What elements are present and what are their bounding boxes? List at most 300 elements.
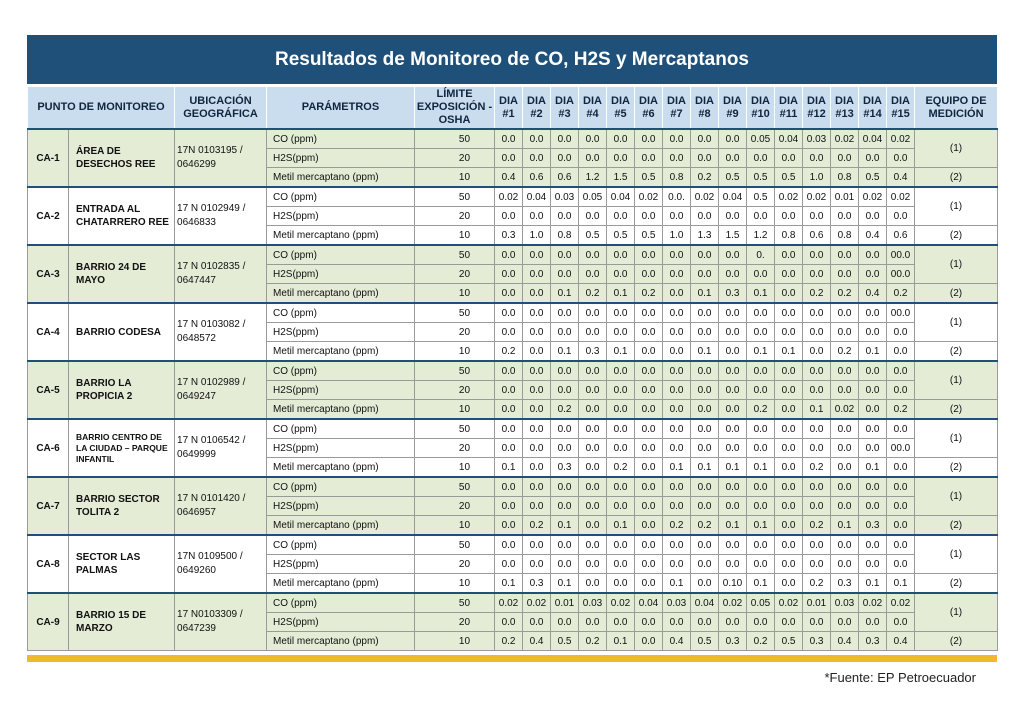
value-cell: 0.02: [495, 593, 523, 613]
value-cell: 0.0: [887, 555, 915, 574]
value-cell: 0.0: [635, 245, 663, 265]
site-name: BARRIO 15 DE MARZO: [69, 593, 175, 651]
value-cell: 0.6: [803, 226, 831, 246]
value-cell: 0.1: [719, 516, 747, 536]
limit-cell: 20: [415, 265, 495, 284]
value-cell: 0.0: [887, 149, 915, 168]
value-cell: 0.0: [635, 458, 663, 478]
value-cell: 0.0: [747, 555, 775, 574]
parameter-cell: CO (ppm): [267, 361, 415, 381]
value-cell: 0.0: [607, 439, 635, 458]
value-cell: 0.0: [831, 303, 859, 323]
value-cell: 0.0: [775, 361, 803, 381]
value-cell: 0.0: [691, 207, 719, 226]
value-cell: 0.0: [775, 149, 803, 168]
value-cell: 0.0: [495, 207, 523, 226]
value-cell: 0.1: [747, 458, 775, 478]
value-cell: 0.3: [719, 284, 747, 304]
value-cell: 0.2: [607, 458, 635, 478]
value-cell: 0.1: [887, 574, 915, 594]
value-cell: 0.0: [495, 555, 523, 574]
value-cell: 0.1: [747, 342, 775, 362]
value-cell: 0.0: [803, 265, 831, 284]
parameter-cell: Metil mercaptano (ppm): [267, 632, 415, 651]
value-cell: 0.0: [859, 555, 887, 574]
value-cell: 0.0: [803, 477, 831, 497]
value-cell: 0.0: [495, 303, 523, 323]
value-cell: 0.0: [775, 458, 803, 478]
value-cell: 0.2: [663, 516, 691, 536]
value-cell: 0.0: [635, 574, 663, 594]
value-cell: 0.02: [859, 593, 887, 613]
limit-cell: 50: [415, 361, 495, 381]
value-cell: 0.0: [607, 613, 635, 632]
value-cell: 0.0: [831, 149, 859, 168]
equipment-cell: (2): [915, 226, 998, 246]
value-cell: 0.0: [635, 632, 663, 651]
value-cell: 0.0: [747, 149, 775, 168]
value-cell: 0.0: [551, 535, 579, 555]
value-cell: 0.0: [691, 497, 719, 516]
value-cell: 0.4: [887, 632, 915, 651]
value-cell: 0.0: [551, 323, 579, 342]
value-cell: 0.0: [803, 149, 831, 168]
value-cell: 0.0: [887, 477, 915, 497]
value-cell: 0.04: [607, 187, 635, 207]
value-cell: 0.5: [635, 168, 663, 188]
value-cell: 0.0: [887, 516, 915, 536]
value-cell: 0.0: [635, 439, 663, 458]
value-cell: 0.0: [663, 361, 691, 381]
header-dia: DIA #2: [523, 87, 551, 130]
value-cell: 0.0: [607, 245, 635, 265]
parameter-cell: H2S(ppm): [267, 497, 415, 516]
value-cell: 0.03: [831, 593, 859, 613]
value-cell: 0.1: [607, 632, 635, 651]
value-cell: 0.1: [495, 574, 523, 594]
value-cell: 0.3: [579, 342, 607, 362]
value-cell: 0.0: [719, 419, 747, 439]
site-location: 17N 0103195 / 0646299: [175, 129, 267, 187]
value-cell: 0.0: [775, 439, 803, 458]
value-cell: 0.0: [719, 613, 747, 632]
value-cell: 0.0: [663, 303, 691, 323]
value-cell: 0.0: [579, 497, 607, 516]
header-dia: DIA #6: [635, 87, 663, 130]
value-cell: 0.0: [859, 207, 887, 226]
value-cell: 0.0: [523, 400, 551, 420]
value-cell: 0.0: [635, 516, 663, 536]
value-cell: 0.0: [663, 477, 691, 497]
value-cell: 0.0: [691, 419, 719, 439]
value-cell: 0.0: [803, 613, 831, 632]
value-cell: 1.0: [523, 226, 551, 246]
value-cell: 0.0: [691, 303, 719, 323]
equipment-cell: (2): [915, 400, 998, 420]
limit-cell: 50: [415, 245, 495, 265]
value-cell: 0.0: [691, 555, 719, 574]
value-cell: 0.0: [523, 613, 551, 632]
value-cell: 0.0: [523, 149, 551, 168]
value-cell: 0.0: [691, 361, 719, 381]
value-cell: 0.0: [719, 149, 747, 168]
value-cell: 0.0: [831, 419, 859, 439]
value-cell: 0.0: [663, 555, 691, 574]
value-cell: 0.02: [775, 187, 803, 207]
value-cell: 0.0: [803, 361, 831, 381]
value-cell: 0.5: [747, 187, 775, 207]
value-cell: 0.5: [775, 168, 803, 188]
value-cell: 0.0: [551, 207, 579, 226]
value-cell: 0.0: [523, 555, 551, 574]
limit-cell: 50: [415, 129, 495, 149]
site-code: CA-8: [28, 535, 69, 593]
site-location: 17 N 0101420 / 0646957: [175, 477, 267, 535]
value-cell: 0.1: [859, 342, 887, 362]
value-cell: 0.0: [635, 265, 663, 284]
table-row: [28, 187, 998, 207]
value-cell: 1.0: [803, 168, 831, 188]
value-cell: 0.0: [579, 323, 607, 342]
value-cell: 0.0: [607, 574, 635, 594]
value-cell: 0.4: [663, 632, 691, 651]
value-cell: 00.0: [887, 265, 915, 284]
value-cell: 0.0: [775, 535, 803, 555]
parameter-cell: Metil mercaptano (ppm): [267, 574, 415, 594]
value-cell: 0.0: [719, 303, 747, 323]
value-cell: 0.3: [859, 516, 887, 536]
value-cell: 0.0: [691, 129, 719, 149]
equipment-cell: (1): [915, 245, 998, 284]
value-cell: 0.1: [663, 574, 691, 594]
value-cell: 0.0: [635, 149, 663, 168]
header-dia: DIA #7: [663, 87, 691, 130]
value-cell: 0.1: [691, 458, 719, 478]
limit-cell: 10: [415, 342, 495, 362]
value-cell: 0.0: [523, 419, 551, 439]
value-cell: 0.0: [831, 361, 859, 381]
value-cell: 0.0: [719, 535, 747, 555]
header-dia: DIA #12: [803, 87, 831, 130]
value-cell: 0.0: [635, 207, 663, 226]
value-cell: 0.0: [551, 439, 579, 458]
value-cell: 0.0: [579, 149, 607, 168]
value-cell: 0.02: [495, 187, 523, 207]
results-table-container: [27, 86, 997, 651]
limit-cell: 10: [415, 516, 495, 536]
header-parametros: PARÁMETROS: [267, 87, 415, 130]
header-limite: LÍMITE EXPOSICIÓN - OSHA: [415, 87, 495, 130]
value-cell: 0.0: [831, 245, 859, 265]
value-cell: 0.2: [635, 284, 663, 304]
value-cell: 0.0: [635, 129, 663, 149]
value-cell: 0.0: [635, 555, 663, 574]
limit-cell: 50: [415, 419, 495, 439]
value-cell: 0.0: [663, 342, 691, 362]
value-cell: 0.0: [523, 342, 551, 362]
value-cell: 0.0: [691, 439, 719, 458]
limit-cell: 50: [415, 303, 495, 323]
value-cell: 0.0: [607, 149, 635, 168]
value-cell: 0.0: [551, 303, 579, 323]
limit-cell: 10: [415, 284, 495, 304]
equipment-cell: (1): [915, 303, 998, 342]
equipment-cell: (1): [915, 129, 998, 168]
value-cell: 0.5: [775, 632, 803, 651]
site-location: 17N 0109500 / 0649260: [175, 535, 267, 593]
value-cell: 0.03: [663, 593, 691, 613]
value-cell: 0.0: [831, 439, 859, 458]
value-cell: 0.0: [859, 381, 887, 400]
value-cell: 0.04: [859, 129, 887, 149]
value-cell: 0.0: [551, 477, 579, 497]
value-cell: 0.0: [607, 361, 635, 381]
value-cell: 0.0: [579, 129, 607, 149]
value-cell: 0.0: [859, 477, 887, 497]
value-cell: 1.2: [579, 168, 607, 188]
value-cell: 0.0: [775, 400, 803, 420]
value-cell: 0.0: [719, 323, 747, 342]
value-cell: 0.0: [579, 535, 607, 555]
value-cell: 0.02: [887, 187, 915, 207]
header-dia: DIA #14: [859, 87, 887, 130]
value-cell: 0.0: [635, 477, 663, 497]
site-code: CA-6: [28, 419, 69, 477]
value-cell: 0.0: [803, 555, 831, 574]
parameter-cell: CO (ppm): [267, 129, 415, 149]
equipment-cell: (2): [915, 632, 998, 651]
value-cell: 0.0: [495, 613, 523, 632]
value-cell: 0.0: [803, 207, 831, 226]
value-cell: 0.0: [747, 613, 775, 632]
value-cell: 0.0: [775, 323, 803, 342]
value-cell: 0.0: [523, 323, 551, 342]
value-cell: 0.0: [803, 535, 831, 555]
value-cell: 0.0: [831, 477, 859, 497]
value-cell: 0.02: [803, 187, 831, 207]
table-row: [28, 303, 998, 323]
value-cell: 0.0: [523, 458, 551, 478]
value-cell: 0.0: [719, 265, 747, 284]
parameter-cell: CO (ppm): [267, 535, 415, 555]
value-cell: 0.0: [495, 381, 523, 400]
limit-cell: 20: [415, 613, 495, 632]
value-cell: 0.0: [551, 129, 579, 149]
site-location: 17 N0103309 / 0647239: [175, 593, 267, 651]
header-punto: PUNTO DE MONITOREO: [28, 87, 175, 130]
value-cell: 0.3: [719, 632, 747, 651]
value-cell: 0.1: [607, 342, 635, 362]
value-cell: 0.02: [523, 593, 551, 613]
value-cell: 0.0: [887, 381, 915, 400]
equipment-cell: (2): [915, 458, 998, 478]
value-cell: 0.0: [831, 613, 859, 632]
value-cell: 0.0: [551, 361, 579, 381]
value-cell: 0.1: [719, 458, 747, 478]
value-cell: 0.2: [579, 284, 607, 304]
value-cell: 0.0: [607, 535, 635, 555]
value-cell: 0.0: [495, 245, 523, 265]
value-cell: 0.0: [579, 439, 607, 458]
value-cell: 0.0: [663, 284, 691, 304]
parameter-cell: H2S(ppm): [267, 207, 415, 226]
value-cell: 0.0: [719, 497, 747, 516]
table-row: [28, 593, 998, 613]
equipment-cell: (2): [915, 168, 998, 188]
value-cell: 0.1: [691, 342, 719, 362]
value-cell: 0.0: [523, 477, 551, 497]
value-cell: 0.8: [831, 168, 859, 188]
value-cell: 0.0: [747, 497, 775, 516]
value-cell: 00.0: [887, 303, 915, 323]
value-cell: 0.0: [691, 265, 719, 284]
parameter-cell: H2S(ppm): [267, 613, 415, 632]
value-cell: 0.0: [691, 323, 719, 342]
limit-cell: 50: [415, 535, 495, 555]
value-cell: 0.0: [635, 419, 663, 439]
equipment-cell: (2): [915, 574, 998, 594]
value-cell: 0.8: [551, 226, 579, 246]
value-cell: 0.2: [579, 632, 607, 651]
value-cell: 0.0: [495, 419, 523, 439]
site-code: CA-9: [28, 593, 69, 651]
equipment-cell: (1): [915, 361, 998, 400]
value-cell: 0.0: [803, 303, 831, 323]
value-cell: 0.0: [691, 149, 719, 168]
value-cell: 0.: [747, 245, 775, 265]
value-cell: 0.0: [775, 555, 803, 574]
value-cell: 0.0: [635, 303, 663, 323]
value-cell: 0.0: [859, 303, 887, 323]
value-cell: 0.0: [523, 381, 551, 400]
value-cell: 0.0: [663, 439, 691, 458]
value-cell: 0.1: [551, 284, 579, 304]
value-cell: 0.0: [859, 535, 887, 555]
value-cell: 0.10: [719, 574, 747, 594]
value-cell: 0.0: [775, 381, 803, 400]
value-cell: 0.02: [607, 593, 635, 613]
value-cell: 0.2: [495, 342, 523, 362]
value-cell: 0.0: [803, 497, 831, 516]
value-cell: 1.0: [663, 226, 691, 246]
value-cell: 0.0: [607, 381, 635, 400]
value-cell: 0.0: [859, 361, 887, 381]
value-cell: 0.2: [887, 284, 915, 304]
value-cell: 0.0: [579, 245, 607, 265]
limit-cell: 50: [415, 187, 495, 207]
value-cell: 0.0: [747, 381, 775, 400]
value-cell: 0.01: [803, 593, 831, 613]
value-cell: 0.04: [775, 129, 803, 149]
table-body: [28, 129, 998, 651]
value-cell: 0.0: [719, 400, 747, 420]
value-cell: 0.0: [887, 497, 915, 516]
header-dia: DIA #13: [831, 87, 859, 130]
table-row: [28, 535, 998, 555]
limit-cell: 10: [415, 226, 495, 246]
value-cell: 0.0: [663, 497, 691, 516]
site-name: BARRIO CODESA: [69, 303, 175, 361]
value-cell: 0.0: [495, 535, 523, 555]
value-cell: 0.0: [747, 323, 775, 342]
limit-cell: 20: [415, 439, 495, 458]
value-cell: 0.1: [803, 400, 831, 420]
value-cell: 0.4: [859, 284, 887, 304]
value-cell: 0.2: [803, 574, 831, 594]
value-cell: 0.02: [635, 187, 663, 207]
limit-cell: 10: [415, 632, 495, 651]
header-dia: DIA #11: [775, 87, 803, 130]
value-cell: 0.5: [719, 168, 747, 188]
value-cell: 0.0: [747, 477, 775, 497]
value-cell: 0.01: [551, 593, 579, 613]
value-cell: 0.0: [495, 323, 523, 342]
value-cell: 0.05: [747, 129, 775, 149]
site-location: 17 N 0102835 / 0647447: [175, 245, 267, 303]
limit-cell: 10: [415, 574, 495, 594]
site-code: CA-5: [28, 361, 69, 419]
value-cell: 0.0: [579, 303, 607, 323]
value-cell: 0.0: [719, 129, 747, 149]
value-cell: 0.0: [495, 497, 523, 516]
value-cell: 0.0: [775, 303, 803, 323]
value-cell: 0.5: [691, 632, 719, 651]
value-cell: 0.6: [551, 168, 579, 188]
value-cell: 0.1: [607, 284, 635, 304]
results-table: [27, 86, 998, 651]
value-cell: 0.0: [663, 535, 691, 555]
parameter-cell: CO (ppm): [267, 593, 415, 613]
value-cell: 0.0: [579, 458, 607, 478]
value-cell: 0.1: [663, 458, 691, 478]
value-cell: 0.0: [523, 361, 551, 381]
value-cell: 0.0: [579, 574, 607, 594]
parameter-cell: CO (ppm): [267, 245, 415, 265]
limit-cell: 20: [415, 323, 495, 342]
value-cell: 0.5: [635, 226, 663, 246]
value-cell: 1.2: [747, 226, 775, 246]
parameter-cell: CO (ppm): [267, 419, 415, 439]
value-cell: 0.0: [663, 381, 691, 400]
limit-cell: 20: [415, 381, 495, 400]
parameter-cell: Metil mercaptano (ppm): [267, 458, 415, 478]
value-cell: 0.0: [495, 149, 523, 168]
value-cell: 0.3: [551, 458, 579, 478]
value-cell: 0.0: [831, 458, 859, 478]
value-cell: 0.5: [607, 226, 635, 246]
parameter-cell: H2S(ppm): [267, 149, 415, 168]
value-cell: 0.0: [775, 245, 803, 265]
value-cell: 0.0: [663, 265, 691, 284]
parameter-cell: CO (ppm): [267, 477, 415, 497]
value-cell: 0.0: [579, 477, 607, 497]
table-row: [28, 245, 998, 265]
header-dia: DIA #4: [579, 87, 607, 130]
value-cell: 0.2: [747, 400, 775, 420]
equipment-cell: (2): [915, 342, 998, 362]
parameter-cell: Metil mercaptano (ppm): [267, 168, 415, 188]
value-cell: 0.0: [719, 361, 747, 381]
equipment-cell: (2): [915, 516, 998, 536]
limit-cell: 20: [415, 207, 495, 226]
value-cell: 0.0: [803, 323, 831, 342]
value-cell: 0.0.: [663, 187, 691, 207]
value-cell: 0.0: [691, 381, 719, 400]
value-cell: 0.0: [831, 323, 859, 342]
value-cell: 0.1: [859, 458, 887, 478]
header-dia: DIA #8: [691, 87, 719, 130]
value-cell: 0.0: [747, 361, 775, 381]
